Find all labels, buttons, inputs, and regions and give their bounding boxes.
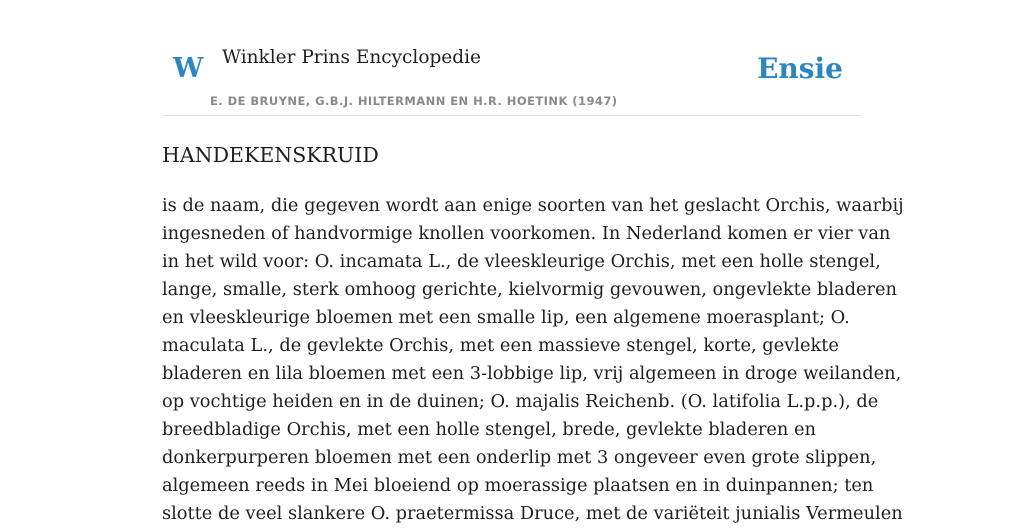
entry-text-line: ingesneden of handvormige knollen voorkomen. In Nederland komen er vier van (162, 223, 891, 244)
publication-authors: E. DE BRUYNE, G.B.J. HILTERMANN EN H.R. HOETINK (1947) (210, 94, 618, 108)
entry-body (162, 192, 904, 528)
entry-text-line: slotte de veel slankere O. praetermissa Druce, met de variëteit junialis Vermeulen (162, 503, 903, 524)
publication-logo[interactable]: W (173, 53, 204, 84)
publication-title[interactable]: Winkler Prins Encyclopedie (222, 47, 481, 68)
entry-text-line: bladeren en lila bloemen met een 3-lobbige lip, vrij algemeen in droge weilanden, (162, 363, 902, 384)
entry-text-line: maculata L., de gevlekte Orchis, met een massieve stengel, korte, gevlekte (162, 335, 839, 356)
entry-text-line: is de naam, die gegeven wordt aan enige soorten van het geslacht Orchis, waarbij (162, 195, 904, 216)
header (162, 0, 862, 116)
entry-text-line: algemeen reeds in Mei bloeiend op moerassige plaatsen en in duinpannen; ten (162, 475, 874, 496)
entry-text-line: donkerpurperen bloemen met een onderlip met 3 ongeveer even grote slippen, (162, 447, 877, 468)
entry-text-line: op vochtige heiden en in de duinen; O. majalis Reichenb. (O. latifolia L.p.p.), de (162, 391, 879, 412)
brand-logo-link[interactable]: Ensie (757, 52, 843, 85)
page (162, 0, 904, 524)
entry-text-line: breedbladige Orchis, met een holle stengel, brede, gevlekte bladeren en (162, 419, 816, 440)
entry-text-line: en vleeskleurige bloemen met een smalle lip, een algemene moerasplant; O. (162, 307, 850, 328)
entry-text-line: lange, smalle, sterk omhoog gerichte, kielvormig gevouwen, ongevlekte bladeren (162, 279, 897, 300)
entry-text-line: in het wild voor: O. incamata L., de vleeskleurige Orchis, met een holle stengel, (162, 251, 881, 272)
entry-title: HANDEKENSKRUID (162, 143, 379, 167)
